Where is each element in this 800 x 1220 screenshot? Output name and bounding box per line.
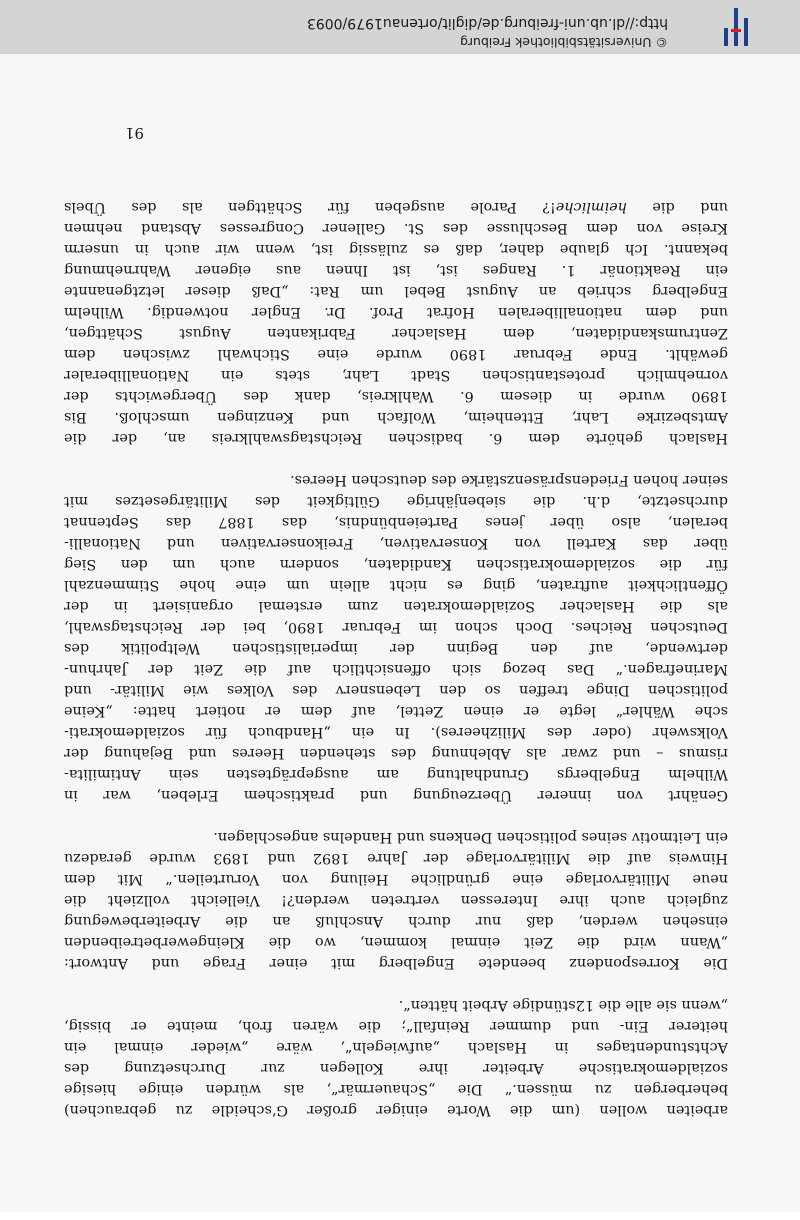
- text-line: bekannt. Ich glaube daher, daß es zulässig ist, wenn wir auch in unserm: [64, 241, 728, 257]
- text-line: beralen, also über jenes Parteienbündnis, das 1887 das Septennat: [64, 514, 728, 530]
- text-line: als die Haslacher Sozialdemokraten zum erstemal organisiert in der: [64, 598, 728, 614]
- page-number: 91: [124, 124, 144, 142]
- paragraph: [64, 196, 728, 448]
- text-line: Haslach gehörte dem 6. badischen Reichstagswahlkreis an, der die: [64, 430, 728, 446]
- text-line: arbeiten wollen (um die Worte einiger großer G’scheidle zu gebrauchen): [64, 1102, 728, 1118]
- text-line: ein Leitmotiv seines politischen Denkens und Handelns angeschlagen.: [213, 829, 728, 845]
- text-line: Genährt von innerer Überzeugung und praktischem Erleben, war in: [64, 787, 728, 803]
- text-line: Zentrumskandidaten, dem Haslacher Fabrikanten August Schättgen,: [64, 325, 728, 341]
- text-line: „Wann wird die Zeit einmal kommen, wo die Kleingewerbetreibenden: [64, 934, 728, 950]
- text-line: heiterer Ein- und dummer Reinfall“; die wären froh, meinte er bissig,: [64, 1018, 728, 1034]
- text-line: Hinweis auf die Militärvorlage der Jahre 1892 und 1893 wurde geradezu: [64, 850, 728, 866]
- emphasis: heimliche: [555, 199, 627, 215]
- paragraph: [64, 826, 728, 973]
- text-line: vornehmlich protestantischen Stadt Lahr, stets ein Nationalliberaler: [64, 367, 728, 383]
- text-line: und die heimliche!? Parole ausgeben für Schättgen als des Übels: [64, 199, 728, 215]
- text-line: beherbergen zu müssen.“ Die „Schauermär“, als würden einige hiesige: [64, 1081, 728, 1097]
- text-line: ein Reaktionär 1. Ranges ist, ist Ihnen aus eigener Wahrnehmung: [64, 262, 728, 278]
- text-line: Die Korrespondenz beendete Engelberg mit einer Frage und Antwort:: [64, 955, 728, 971]
- text-line: Engelberg schrieb an August Bebel um Rat: „Daß dieser letztgenannte: [64, 283, 728, 299]
- text-line: zugleich auch ihre Interessen vertreten werden?! Vielleicht vollzieht die: [64, 892, 728, 908]
- paragraph: [64, 994, 728, 1120]
- text-line: dertwende, auf den Beginn der imperialistischen Weltpolitik des: [64, 640, 728, 656]
- copyright-notice: © Universitätsbibliothek Freiburg: [460, 35, 668, 50]
- text-line: für die sozialdemokratischen Kandidaten, sondern auch um den Sieg: [64, 556, 728, 572]
- source-url-link[interactable]: http://dl.ub.uni-freiburg.de/diglit/ortenau1979/0093: [306, 15, 668, 31]
- library-footer-bar: [0, 0, 800, 54]
- text-line: Wilhelm Engelbergs Grundhaltung am ausgeprägtesten sein Antimilita-: [64, 766, 728, 782]
- text-line: Achtstundentages in Haslach „aufwiegeln“, wäre „wieder einmal ein: [64, 1039, 728, 1055]
- body-text: [64, 196, 728, 1120]
- text-line: und dem nationalliberalen Hofrat Prof. Dr. Engler notwendig. Wilhelm: [64, 304, 728, 320]
- text-line: sozialdemokratische Arbeiter ihre Kollegen zur Durchsetzung des: [64, 1060, 728, 1076]
- text-line: über das Kartell von Konservativen, Freikonservativen und Nationalli-: [64, 535, 728, 551]
- text-line: 1890 wurde in diesem 6. Wahlkreis, dank des Übergewichts der: [64, 388, 728, 404]
- text-line: politischen Dinge treffen so den Lebensnerv des Volkes wie Militär- und: [64, 682, 728, 698]
- text-line: Volkswehr (oder des Milizheeres). In ein „Handbuch für sozialdemokrati-: [64, 724, 728, 740]
- text-line: Öffentlichkeit auftraten, ging es nicht allein um eine hohe Stimmenzahl: [64, 577, 728, 593]
- text-line: neue Militärvorlage eine gründliche Heilung von Vorurteilen.“ Mit dem: [64, 871, 728, 887]
- text-line: durchsetzte, d.h. die siebenjährige Gültigkeit des Militärgesetzes mit: [64, 493, 728, 509]
- text-line: „wenn sie alle die 12stündige Arbeit hätten“.: [398, 997, 728, 1013]
- text-line: sche Wähler“ legte er einen Zettel, auf dem er notiert hatte: „Keine: [64, 703, 728, 719]
- text-line: gewählt. Ende Februar 1890 wurde eine Stichwahl zwischen dem: [64, 346, 728, 362]
- text-line: seiner hohen Friedenspräsenzstärke des deutschen Heeres.: [289, 472, 728, 488]
- ub-freiburg-logo-icon[interactable]: [712, 4, 758, 50]
- text-line: Amtsbezirke Lahr, Ettenheim, Wolfach und Kenzingen umschloß. Bis: [64, 409, 728, 425]
- text-line: rismus – und zwar als Ablehnung des stehenden Heeres und Bejahung der: [64, 745, 728, 761]
- text-line: Kreise von dem Beschlusse des St. Gallener Congresses Abstand nehmen: [64, 220, 728, 236]
- book-page: [0, 54, 800, 1212]
- text-line: einsehen werden, daß nur durch Anschluß an die Arbeiterbewegung: [64, 913, 728, 929]
- paragraph: [64, 469, 728, 805]
- text-line: Deutschen Reiches. Doch schon im Februar 1890, bei der Reichstagswahl,: [64, 619, 728, 635]
- text-line: Marinefragen.“ Das bezog sich offensichtlich auf die Zeit der Jahrhun-: [64, 661, 728, 677]
